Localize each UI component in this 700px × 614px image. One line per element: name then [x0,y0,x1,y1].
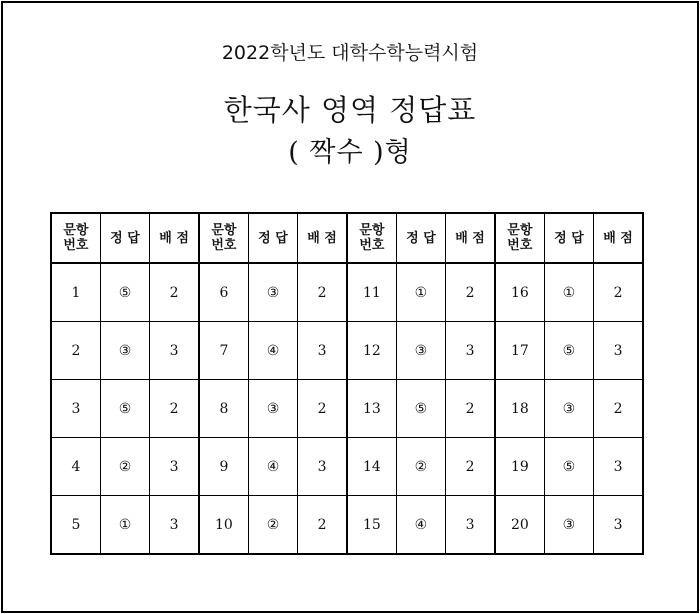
question-number: 19 [495,438,544,496]
col-header-number [199,213,248,263]
header-row [51,213,643,263]
points-cell: 3 [150,496,199,555]
answer-cell: ③ [100,322,149,380]
col-header-answer: 정 답 [544,213,593,263]
col-header-number-label: 문항 번호 [211,223,237,253]
question-number: 15 [347,496,396,555]
table-row [51,322,643,380]
points-cell: 3 [150,322,199,380]
points-cell: 2 [446,438,495,496]
points-cell: 2 [298,263,347,322]
table-row [51,438,643,496]
points-cell: 2 [446,263,495,322]
points-cell: 3 [446,322,495,380]
answer-cell: ⑤ [544,322,593,380]
question-number: 10 [199,496,248,555]
col-header-number [347,213,396,263]
col-header-answer: 정 답 [396,213,445,263]
exam-title: 2022학년도 대학수학능력시험 [221,42,479,64]
form-type-label: ( 짝수 )형 [288,137,412,168]
answer-cell: ④ [248,322,297,380]
question-number: 12 [347,322,396,380]
question-number: 20 [495,496,544,555]
col-header-number-label: 문항 번호 [359,223,385,253]
points-cell: 3 [150,438,199,496]
answer-key-table [50,212,644,555]
question-number: 2 [51,322,100,380]
answer-cell: ⑤ [544,438,593,496]
question-number: 5 [51,496,100,555]
answer-cell: ④ [396,496,445,555]
points-cell: 3 [594,438,643,496]
question-number: 4 [51,438,100,496]
answer-cell: ⑤ [396,380,445,438]
points-cell: 2 [150,380,199,438]
question-number: 8 [199,380,248,438]
question-number: 16 [495,263,544,322]
col-header-number-label: 문항 번호 [507,223,533,253]
points-cell: 3 [298,438,347,496]
answer-cell: ① [544,263,593,322]
answer-cell: ③ [248,380,297,438]
question-number: 1 [51,263,100,322]
question-number: 6 [199,263,248,322]
col-header-points: 배 점 [446,213,495,263]
question-number: 17 [495,322,544,380]
answer-cell: ③ [248,263,297,322]
points-cell: 2 [150,263,199,322]
col-header-points: 배 점 [594,213,643,263]
answer-cell: ⑤ [100,263,149,322]
question-number: 14 [347,438,396,496]
answer-key-title: 한국사 영역 정답표 [223,93,477,127]
question-number: 13 [347,380,396,438]
points-cell: 2 [594,263,643,322]
col-header-points: 배 점 [298,213,347,263]
points-cell: 3 [594,496,643,555]
answer-cell: ① [100,496,149,555]
col-header-answer: 정 답 [100,213,149,263]
question-number: 9 [199,438,248,496]
points-cell: 2 [298,496,347,555]
answer-cell: ② [100,438,149,496]
answer-cell: ① [396,263,445,322]
points-cell: 2 [594,380,643,438]
points-cell: 3 [594,322,643,380]
points-cell: 3 [298,322,347,380]
answer-cell: ③ [396,322,445,380]
answer-cell: ④ [248,438,297,496]
answer-cell: ③ [544,496,593,555]
points-cell: 3 [446,496,495,555]
answer-cell: ② [396,438,445,496]
col-header-number [495,213,544,263]
col-header-number [51,213,100,263]
question-number: 3 [51,380,100,438]
col-header-points: 배 점 [150,213,199,263]
question-number: 18 [495,380,544,438]
answer-cell: ⑤ [100,380,149,438]
points-cell: 2 [298,380,347,438]
answer-cell: ② [248,496,297,555]
col-header-number-label: 문항 번호 [63,223,89,253]
table-row [51,496,643,555]
question-number: 7 [199,322,248,380]
col-header-answer: 정 답 [248,213,297,263]
table-row [51,380,643,438]
answer-cell: ③ [544,380,593,438]
table-row [51,263,643,322]
question-number: 11 [347,263,396,322]
points-cell: 2 [446,380,495,438]
